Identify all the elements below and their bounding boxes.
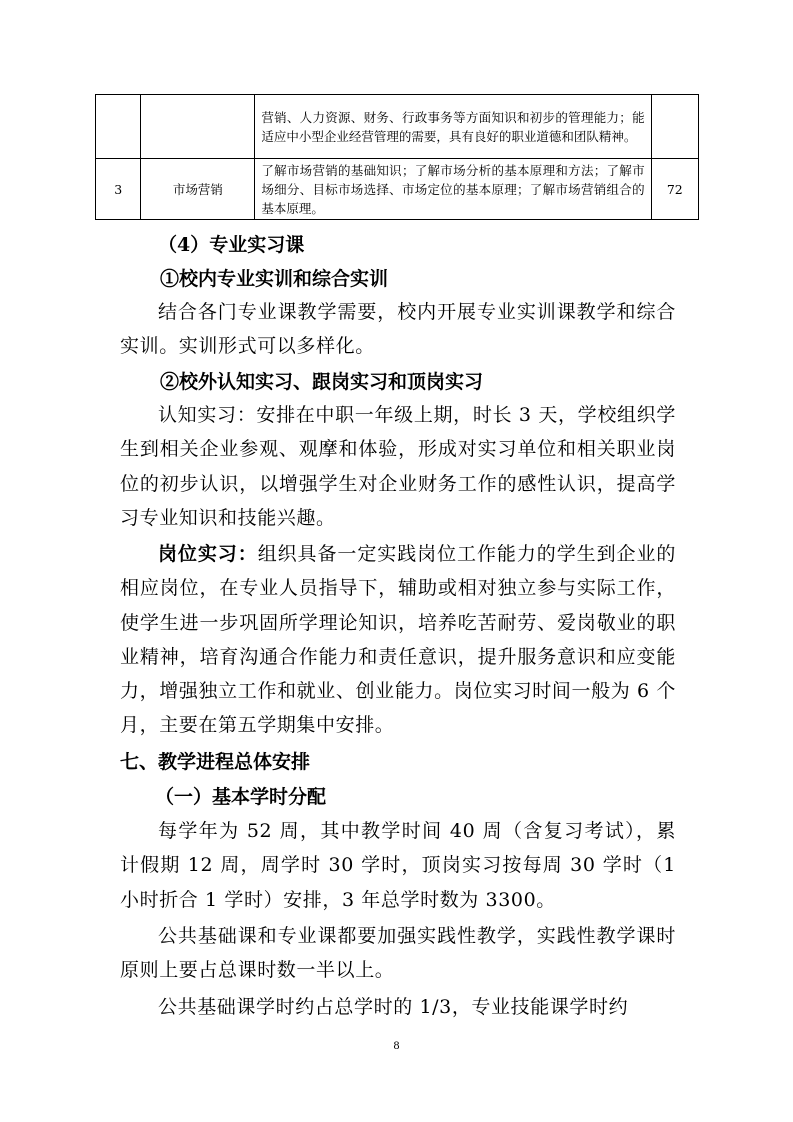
table-row <box>96 159 699 220</box>
course-number-cell: 3 <box>96 159 141 220</box>
course-description-cell: 了解市场营销的基础知识；了解市场分析的基本原理和方法；了解市场细分、目标市场选择、市场定位的基本原理；了解市场营销组合的基本原理。 <box>255 159 651 220</box>
course-table <box>95 94 699 220</box>
paragraph-job-internship <box>120 537 676 743</box>
course-name-cell <box>141 95 255 159</box>
paragraph-practice-teaching: 公共基础课和专业课都要加强实践性教学，实践性教学课时原则上要占总课时数一半以上。 <box>120 925 676 982</box>
course-hours-cell <box>651 95 698 159</box>
course-name-cell: 市场营销 <box>141 159 255 220</box>
job-internship-label: 岗位实习： <box>158 543 258 565</box>
subheading-basic-hours: （一）基本学时分配 <box>155 786 327 808</box>
section-heading-internship: （4）专业实习课 <box>158 234 305 256</box>
course-number-cell <box>96 95 141 159</box>
paragraph-onsite-training: 结合各门专业课教学需要，校内开展专业实训课教学和综合实训。实训形式可以多样化。 <box>120 301 676 358</box>
table-row <box>96 95 699 159</box>
paragraph-cognitive-internship: 认知实习：安排在中职一年级上期，时长 3 天，学校组织学生到相关企业参观、观摩和体验，形成对实习单位和相关职业岗位的初步认识，以增强学生对企业财务工作的感性认识，提高学习专业知识和技能兴趣。 <box>120 404 676 529</box>
course-description-cell: 营销、人力资源、财务、行政事务等方面知识和初步的管理能力；能适应中小型企业经营管理的需要，具有良好的职业道德和团队精神。 <box>255 95 651 159</box>
paragraph-course-ratio: 公共基础课学时约占总学时的 1/3，专业技能课学时约 <box>158 996 629 1018</box>
paragraph-hours-allocation: 每学年为 52 周，其中教学时间 40 周（含复习考试），累计假期 12 周，周学时 30 学时，顶岗实习按每周 30 学时（1 小时折合 1 学时）安排，3 年总学时数为 3300。 <box>120 820 676 911</box>
subheading-offsite-internship: ②校外认知实习、跟岗实习和顶岗实习 <box>160 371 484 393</box>
course-hours-cell: 72 <box>651 159 698 220</box>
job-internship-body: 组织具备一定实践岗位工作能力的学生到企业的相应岗位，在专业人员指导下，辅助或相对独立参与实际工作，使学生进一步巩固所学理论知识，培养吃苦耐劳、爱岗敬业的职业精神，培育沟通合作能力和责任意识，提升服务意识和应变能力，增强独立工作和就业、创业能力。岗位实习时间一般为 6 个月，主要在第五学期集中安排。 <box>120 543 676 737</box>
page-number: 8 <box>393 1038 400 1052</box>
subheading-onsite-training: ①校内专业实训和综合实训 <box>160 268 389 290</box>
chapter-heading-teaching-schedule: 七、教学进程总体安排 <box>120 751 311 773</box>
